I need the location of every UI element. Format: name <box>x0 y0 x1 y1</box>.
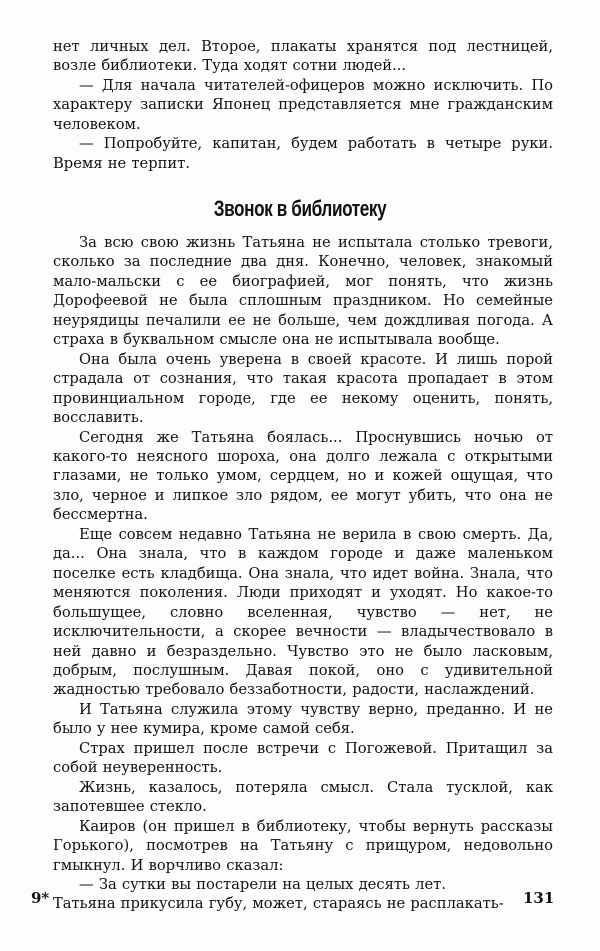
paragraph: — Попробуйте, капитан, будем работать в четыре руки. Время не терпит. <box>53 135 553 172</box>
paragraph: — За сутки вы постарели на целых десять лет. <box>79 875 446 893</box>
section-title: Звонок в библиотеку <box>213 196 387 221</box>
paragraph: нет личных дел. Второе, плакаты хранятся под лестницей, возле библиотеки. Туда ходят сотни людей... <box>53 38 553 75</box>
paragraph: Еще совсем недавно Татьяна не верила в свою смерть. Да, да... Она знала, что в каждом городе и даже маленьком поселке есть кладбища. Она знала, что идет война. Знала, что меняются поколения. Люди приходят и уходят. Но какое-то большущее, словно вселенная, чувство — нет, не исключительности, а скорее вечности — владычествовало в ней давно и безраздельно. Чувство это не было ласковым, добрым, послушным. Давая покой, оно с удивительной жадностью требовало беззаботности, радости, наслаждений. <box>53 525 553 699</box>
paragraph: Сегодня же Татьяна боялась... Проснувшись ночью от какого-то неясного шороха, она долго лежала с открытыми глазами, не только умом, сердцем, но и кожей ощущая, что зло, черное и липкое зло рядом, ее могут убить, что она не бессмертна. <box>53 428 553 524</box>
signature-mark: 9* <box>31 889 50 907</box>
paragraph: Страх пришел после встречи с Погожевой. Притащил за собой неуверенность. <box>53 739 553 777</box>
paragraph: Жизнь, казалось, потеряла смысл. Стала тусклой, как запотевшее стекло. <box>53 778 553 816</box>
paragraph: И Татьяна служила этому чувству верно, преданно. И не было у нее кумира, кроме самой себя. <box>53 700 553 738</box>
paragraph: Татьяна прикусила губу, может, стараясь не расплакать- <box>53 895 504 913</box>
page-number: 131 <box>523 889 555 907</box>
paragraph: Она была очень уверена в своей красоте. И лишь порой страдала от сознания, что такая красота пропадает в этом провинциальном городе, где ее некому оценить, понять, восславить. <box>53 350 553 427</box>
section-text-block <box>53 233 553 914</box>
paragraph: Каиров (он пришел в библиотеку, чтобы вернуть рассказы Горького), посмотрев на Татьяну с прищуром, недовольно гмыкнул. И ворчливо сказал: <box>53 817 553 874</box>
paragraph: — Для начала читателей-офицеров можно исключить. По характеру записки Японец представляется мне гражданским человеком. <box>53 76 553 133</box>
continued-text-block <box>53 37 553 173</box>
paragraph: За всю свою жизнь Татьяна не испытала столько тревоги, сколько за последние два дня. Конечно, человек, знакомый мало-мальски с ее биографией, мог понять, что жизнь Дорофеевой не была сплошным праздником. Но семейные неурядицы печалили ее не больше, чем дождливая погода. А страха в буквальном смысле она не испытывала вообще. <box>53 234 553 349</box>
